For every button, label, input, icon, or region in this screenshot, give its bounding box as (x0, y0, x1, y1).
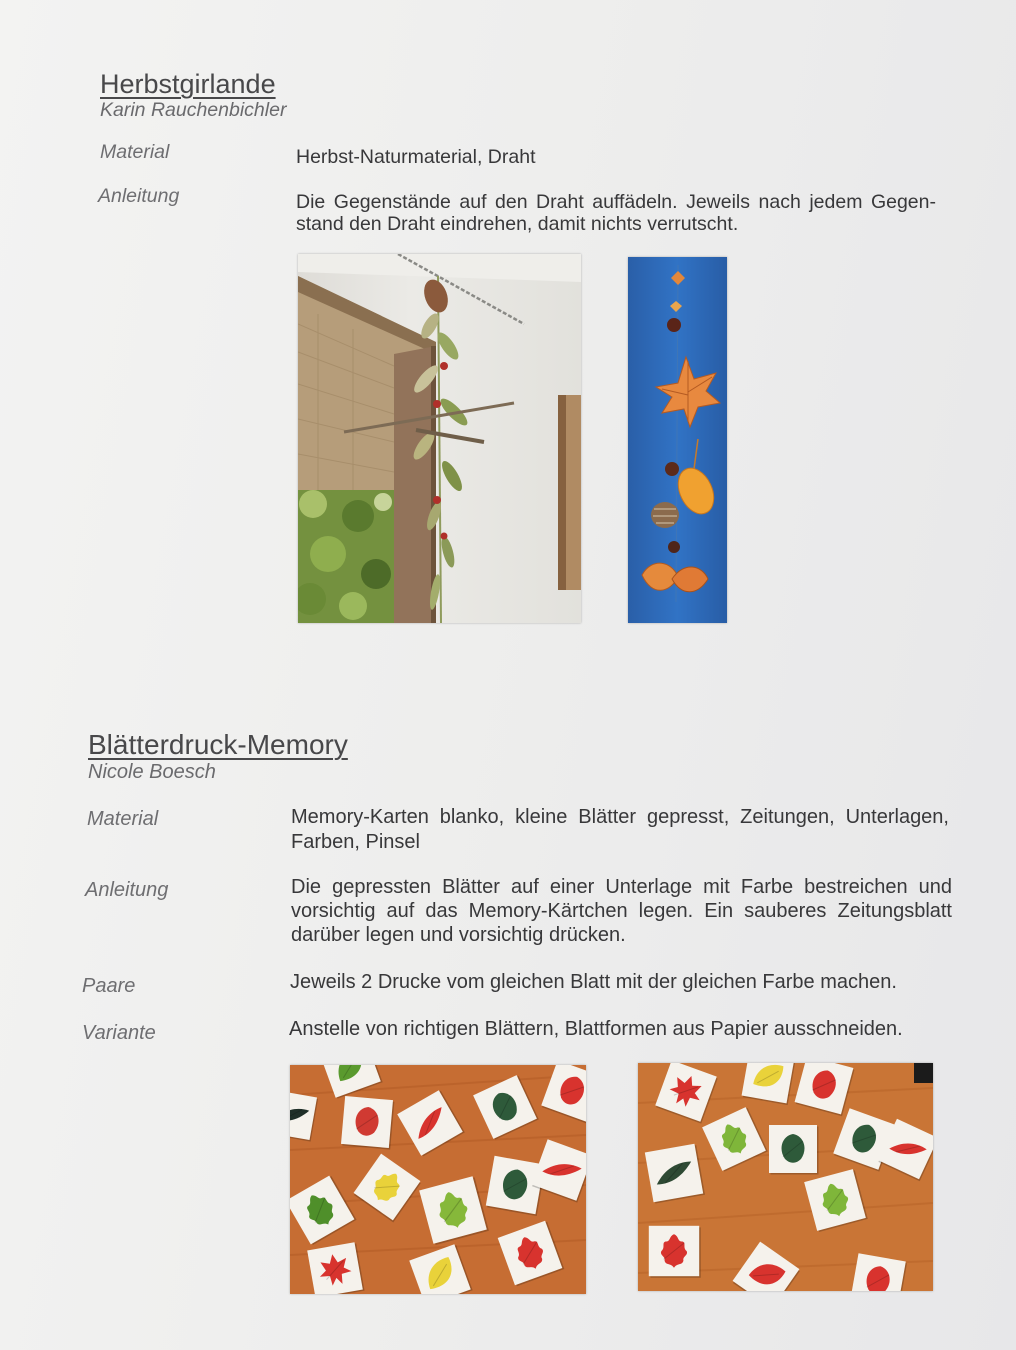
memory-cards-image (638, 1063, 933, 1291)
section-author: Nicole Boesch (88, 761, 216, 783)
chestnut (668, 541, 680, 553)
section-title: Herbstgirlande (100, 69, 276, 99)
anleitung-line: Die gepressten Blätter auf einer Unterlage mit Farbe bestreichen und (291, 876, 952, 898)
chestnut (667, 318, 681, 332)
garland-window-photo (298, 254, 581, 623)
anleitung-label: Anleitung (85, 879, 169, 901)
anleitung-line: stand den Draht eindrehen, damit nichts verrutscht. (296, 213, 739, 235)
section-title: Blätterdruck-Memory (88, 729, 348, 760)
anleitung-line: darüber legen und vorsichtig drücken. (291, 924, 626, 946)
anleitung-label: Anleitung (98, 185, 180, 207)
paare-text: Jeweils 2 Drucke vom gleichen Blatt mit der gleichen Farbe machen. (290, 971, 897, 993)
paare-label: Paare (82, 975, 136, 997)
memory-card (341, 1096, 395, 1150)
material-text: Herbst-Naturmaterial, Draht (296, 146, 536, 168)
material-label: Material (100, 141, 170, 163)
material-line: Farben, Pinsel (291, 831, 420, 853)
anleitung-text (296, 191, 936, 235)
door-frame-inner (566, 395, 581, 590)
variante-text: Anstelle von richtigen Blättern, Blattformen aus Papier ausschneiden. (289, 1018, 903, 1040)
memory-cards-photo-2 (638, 1063, 933, 1291)
memory-card (645, 1144, 705, 1204)
memory-cards-image (290, 1065, 586, 1294)
garland-blue-image (628, 257, 727, 623)
memory-card (649, 1226, 701, 1278)
section-author: Karin Rauchenbichler (100, 99, 287, 121)
material-text (291, 805, 949, 855)
variante-label: Variante (82, 1022, 156, 1044)
anleitung-text (291, 875, 952, 947)
chestnut (665, 462, 679, 476)
pine-cone (651, 502, 679, 528)
memory-card (307, 1242, 364, 1294)
door-frame (558, 395, 566, 590)
memory-cards-photo-1 (290, 1065, 586, 1294)
anleitung-line: Die Gegenstände auf den Draht auffädeln. Jeweils nach jedem Gegen- (296, 191, 936, 213)
material-label: Material (87, 808, 159, 830)
anleitung-line: vorsichtig auf das Memory-Kärtchen legen. Ein sauberes Zeitungsblatt (291, 900, 952, 922)
garland-blue-photo (628, 257, 727, 623)
garland-window-image (298, 254, 581, 623)
memory-card (769, 1125, 819, 1175)
dark-object (914, 1063, 933, 1083)
material-line: Memory-Karten blanko, kleine Blätter gepresst, Zeitungen, Unterlagen, (291, 806, 949, 828)
